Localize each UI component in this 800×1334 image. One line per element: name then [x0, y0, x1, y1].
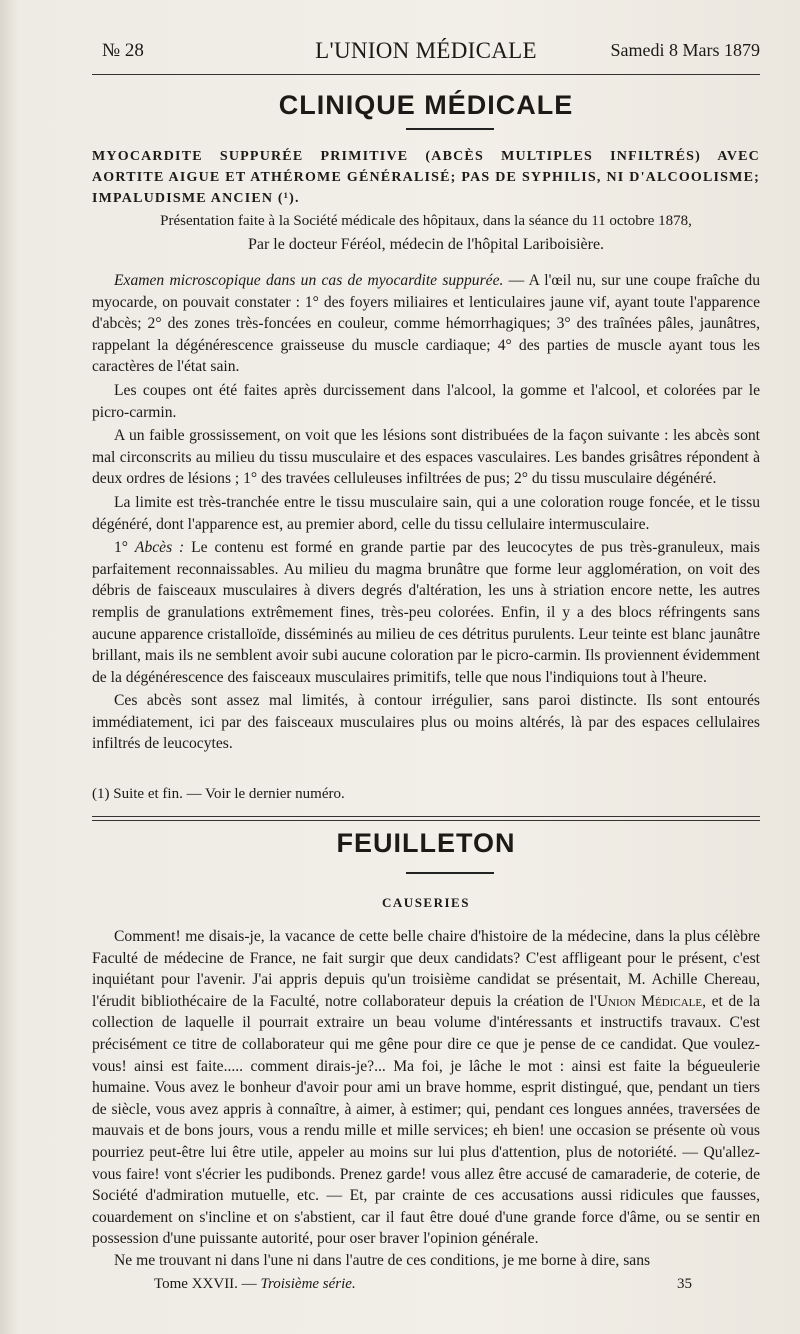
volume-info: [154, 1276, 356, 1293]
paragraph: Les coupes ont été faites après durcissement dans l'alcool, la gomme et l'alcool, et colorées par le picro-carmin.: [92, 381, 760, 421]
page-header: [92, 38, 760, 68]
page-footer: [92, 1276, 760, 1298]
paragraph-italic-lead: Examen microscopique dans un cas de myocardite suppurée.: [114, 272, 504, 289]
page-number: 35: [677, 1276, 692, 1292]
paragraph: Ces abcès sont assez mal limités, à contour irrégulier, sans paroi distincte. Ils sont entourés immédiatement, ici par des faisceaux musculaires plus ou moins altérés, là par des espaces cellulaires infiltrés de leucocytes.: [92, 692, 760, 753]
volume-label: Tome XXVII. —: [154, 1276, 261, 1292]
feuilleton-title-rule: [406, 872, 494, 874]
presentation-line: Présentation faite à la Société médicale des hôpitaux, dans la séance du 11 octobre 1878,: [160, 213, 692, 229]
paragraph-text: Comment! me disais-je, la vacance de cette belle chaire d'histoire de la médecine, dans la plus célèbre Faculté de médecine de France, ne fait surgir que deux candidats? C'est affligeant pour le présent, c'est inquiétant pour l'avenir. J'ai appris depuis qu'un troisième candidat se présentait, M. Achille Chereau, l'érudit bibliothécaire de la Faculté, notre collaborateur depuis la création de l': [92, 928, 760, 1010]
paragraph-text: Le contenu est formé en grande partie par des leucocytes de pus très-granuleux, mais parfaitement reconnaissables. Au milieu du magma brunâtre que forme leur agglomération, on voit des débris de faisceaux musculaires à divers degrés d'altération, les uns à striation encore nette, les autres remplis de granulations extrêmement fines, très-peu colorées. Enfin, il y a des blocs réfringents sans aucune apparence cristalloïde, disséminés au milieu de ces détritus purulents. Leur teinte est blanc jaunâtre brillant, mais ils ne semblent avoir subi aucune coloration par le picro-carmin. Ils proviennent évidemment de la dégénérescence des faisceaux musculaires primitifs, telle que nous l'indiquions tout à l'heure.: [92, 539, 760, 686]
paragraph: Ne me trouvant ni dans l'une ni dans l'autre de ces conditions, je me borne à dire, sans: [114, 1251, 651, 1269]
header-rule: [92, 74, 760, 75]
feuilleton-title: FEUILLETON: [336, 828, 516, 858]
author-line: Par le docteur Féréol, médecin de l'hôpital Lariboisière.: [247, 236, 605, 253]
paragraph: [92, 537, 760, 688]
paragraph-text: — A l'œil nu, sur une coupe fraîche du myocarde, on pouvait constater : 1° des foyers miliaires et lenticulaires jaune vif, ayant toute l'apparence d'abcès; 2° des zones très-foncées en couleur, comme hémorrhagiques; 3° des traînées pâles, jaunâtres, rappelant la dégénérescence graisseuse du muscle cardiaque; 4° des parties de muscle ayant tous les caractères de l'état sain.: [92, 272, 760, 376]
paragraph-italic-lead: Abcès :: [134, 539, 185, 557]
feuilleton-body: [92, 926, 760, 1272]
section-title-rule: [406, 128, 494, 130]
paragraph: La limite est très-tranchée entre le tissu musculaire sain, qui a une coloration rouge foncée, et le tissu dégénéré, dont l'apparence est, au premier abord, celle du tissu cellulaire intermusculaire.: [92, 493, 760, 533]
article-title: MYOCARDITE SUPPURÉE PRIMITIVE (ABCÈS MULTIPLES INFILTRÉS) AVEC AORTITE AIGUE ET ATHÉROME GÉNÉRALISÉ; PAS DE SYPHILIS, NI D'ALCOOLISME; IMPALUDISME ANCIEN (¹).: [92, 149, 760, 206]
series-label: Troisième série.: [260, 1276, 356, 1292]
footnote: (1) Suite et fin. — Voir le dernier numéro.: [92, 786, 345, 802]
journal-name-smallcaps: Union Médicale: [596, 992, 703, 1010]
journal-title: L'UNION MÉDICALE: [315, 38, 537, 63]
feuilleton-subtitle: CAUSERIES: [382, 895, 470, 910]
issue-number: № 28: [102, 40, 144, 61]
article-body: [92, 270, 760, 755]
paragraph-number: 1°: [114, 539, 135, 557]
paragraph: A un faible grossissement, on voit que les lésions sont distribuées de la façon suivante : les abcès sont mal circonscrits au milieu du tissu musculaire et des espaces vasculaires. Les bandes grisâtres répondent à deux ordres de lésions ; 1° des travées celluleuses infiltrées de pus; 2° du tissu musculaire dégénéré.: [92, 427, 760, 488]
issue-date: Samedi 8 Mars 1879: [610, 40, 760, 60]
feuilleton-rule: [92, 816, 760, 821]
paragraph-text: , et de la collection de laquelle il pourrait extraire un beau volume d'intéressants et instructifs travaux. C'est précisément ce titre de collaborateur qui me gêne pour dire ce que je pense de ce candidat. Que voulez-vous! ainsi est faite..... comment dirais-je?... Ma foi, je lâche le mot : ainsi est faite la bégueulerie humaine. Vous avez le bonheur d'avoir pour ami un brave homme, esprit distingué, que, pendant un tiers de siècle, vous avez appris à connaître, à aimer, à estimer; qui, pendant ces longues années, traversées de mauvais et de bons jours, vous a rendu mille et mille services; eh bien! une occasion se présente où vous pourriez peut-être lui être utile, appeler au moins sur lui plus d'attention, plus de notoriété. — Qu'allez-vous faire! vont s'écrier les pudibonds. Prenez garde! vous allez être accusé de camaraderie, de coterie, de Société d'admiration mutuelle, etc. — Et, par crainte de ces accusations aussi ridicules que fausses, couardement on s'incline et on s'abstient, car il faut être doué d'une grande force d'âme, ou se sentir en possession d'une puissante autorité, pour oser braver l'opinion générale.: [92, 992, 760, 1248]
section-title: CLINIQUE MÉDICALE: [278, 90, 574, 120]
paragraph: [92, 926, 760, 1250]
paragraph: [92, 270, 760, 378]
